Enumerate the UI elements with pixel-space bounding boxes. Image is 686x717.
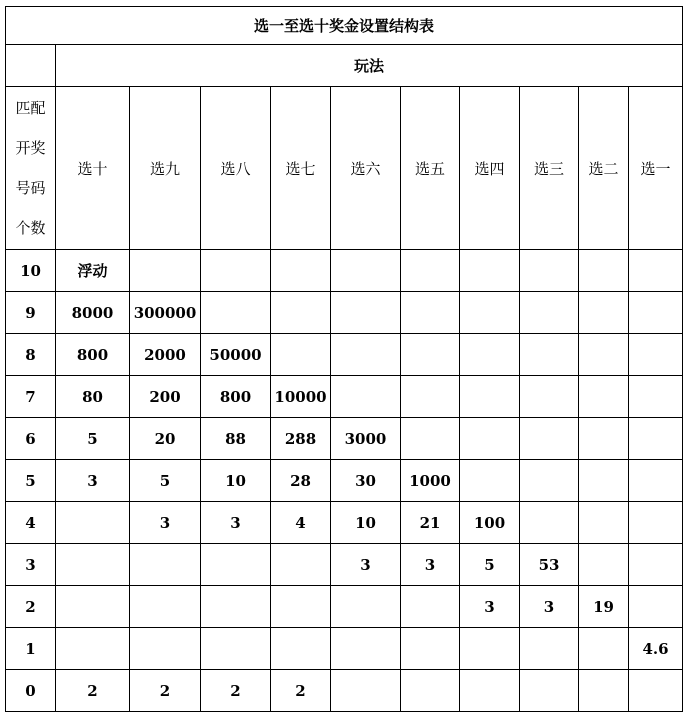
- prize-cell: [331, 670, 401, 712]
- prize-cell: [579, 292, 629, 334]
- prize-cell: 2: [201, 670, 271, 712]
- match-header-line: 个数: [15, 219, 46, 237]
- prize-cell: [401, 334, 460, 376]
- match-count-cell: 1: [6, 628, 56, 670]
- table-row: [6, 292, 683, 334]
- prize-cell: [401, 628, 460, 670]
- match-count-cell: 3: [6, 544, 56, 586]
- column-header: 选七: [271, 87, 331, 250]
- prize-cell: [56, 628, 130, 670]
- prize-cell: [271, 334, 331, 376]
- prize-cell: [629, 334, 683, 376]
- column-header: 选三: [520, 87, 579, 250]
- table-row: [6, 418, 683, 460]
- prize-cell: [331, 334, 401, 376]
- prize-cell: [629, 250, 683, 292]
- match-count-cell: 6: [6, 418, 56, 460]
- column-header: 选六: [331, 87, 401, 250]
- prize-cell: [629, 376, 683, 418]
- prize-cell: [331, 628, 401, 670]
- prize-cell: [520, 670, 579, 712]
- prize-cell: 53: [520, 544, 579, 586]
- prize-cell: 3: [201, 502, 271, 544]
- prize-cell: 5: [460, 544, 520, 586]
- prize-cell: 288: [271, 418, 331, 460]
- prize-cell: 50000: [201, 334, 271, 376]
- prize-cell: 4.6: [629, 628, 683, 670]
- match-header-line: 开奖: [15, 139, 46, 157]
- prize-cell: [520, 460, 579, 502]
- column-header: 选四: [460, 87, 520, 250]
- prize-cell: [460, 376, 520, 418]
- prize-cell: [629, 544, 683, 586]
- prize-cell: 30: [331, 460, 401, 502]
- prize-cell: [331, 292, 401, 334]
- prize-cell: [579, 334, 629, 376]
- prize-cell: [520, 334, 579, 376]
- match-count-cell: 7: [6, 376, 56, 418]
- table-row: [6, 670, 683, 712]
- prize-cell: [460, 334, 520, 376]
- prize-cell: [271, 250, 331, 292]
- prize-cell: 2: [56, 670, 130, 712]
- prize-cell: [331, 586, 401, 628]
- prize-cell: [520, 376, 579, 418]
- prize-cell: [201, 586, 271, 628]
- table-row: [6, 334, 683, 376]
- prize-cell: [579, 460, 629, 502]
- match-count-cell: 9: [6, 292, 56, 334]
- prize-cell: [460, 292, 520, 334]
- prize-cell: [579, 502, 629, 544]
- prize-cell: 28: [271, 460, 331, 502]
- prize-cell: 800: [56, 334, 130, 376]
- prize-cell: 88: [201, 418, 271, 460]
- column-header: 选八: [201, 87, 271, 250]
- prize-cell: [401, 418, 460, 460]
- prize-cell: 1000: [401, 460, 460, 502]
- prize-cell: 2: [271, 670, 331, 712]
- prize-cell: 800: [201, 376, 271, 418]
- corner-cell: [6, 45, 56, 87]
- prize-cell: [629, 292, 683, 334]
- prize-cell: 300000: [130, 292, 201, 334]
- match-count-cell: 2: [6, 586, 56, 628]
- prize-cell: 2: [130, 670, 201, 712]
- prize-cell: 20: [130, 418, 201, 460]
- prize-cell: [579, 544, 629, 586]
- table-row: [6, 460, 683, 502]
- prize-cell: 5: [130, 460, 201, 502]
- prize-cell: [520, 292, 579, 334]
- prize-cell: [460, 418, 520, 460]
- prize-cell: [271, 292, 331, 334]
- table-body: [6, 250, 683, 712]
- match-count-cell: 0: [6, 670, 56, 712]
- prize-cell: [401, 670, 460, 712]
- prize-cell: [201, 292, 271, 334]
- prize-cell: [460, 628, 520, 670]
- prize-cell: [56, 586, 130, 628]
- prize-cell: [331, 250, 401, 292]
- match-count-cell: 10: [6, 250, 56, 292]
- prize-cell: 100: [460, 502, 520, 544]
- prize-cell: 3: [520, 586, 579, 628]
- table-row: [6, 250, 683, 292]
- column-header: 选十: [56, 87, 130, 250]
- match-count-cell: 8: [6, 334, 56, 376]
- prize-cell: 2000: [130, 334, 201, 376]
- column-header-row: [6, 87, 683, 250]
- prize-cell: [629, 586, 683, 628]
- prize-cell: 5: [56, 418, 130, 460]
- prize-cell: 200: [130, 376, 201, 418]
- prize-cell: [579, 376, 629, 418]
- prize-cell: [460, 460, 520, 502]
- prize-cell: [56, 544, 130, 586]
- table-title: 选一至选十奖金设置结构表: [6, 7, 683, 45]
- prize-cell: [629, 502, 683, 544]
- play-type-header: 玩法: [56, 45, 683, 87]
- prize-cell: [460, 250, 520, 292]
- prize-cell: [130, 586, 201, 628]
- match-count-cell: 5: [6, 460, 56, 502]
- match-header-line: 号码: [15, 179, 46, 197]
- column-header: 选九: [130, 87, 201, 250]
- prize-cell: 3: [130, 502, 201, 544]
- prize-cell: 10: [331, 502, 401, 544]
- prize-cell: [201, 544, 271, 586]
- column-header: 选二: [579, 87, 629, 250]
- prize-cell: 浮动: [56, 250, 130, 292]
- prize-cell: 4: [271, 502, 331, 544]
- prize-cell: [271, 628, 331, 670]
- table-row: [6, 586, 683, 628]
- prize-cell: [401, 292, 460, 334]
- prize-cell: [401, 376, 460, 418]
- table-row: [6, 628, 683, 670]
- prize-cell: [201, 250, 271, 292]
- prize-cell: [56, 502, 130, 544]
- table-row: [6, 376, 683, 418]
- prize-cell: [579, 670, 629, 712]
- prize-cell: [520, 418, 579, 460]
- prize-cell: [331, 376, 401, 418]
- prize-cell: 8000: [56, 292, 130, 334]
- prize-cell: [579, 250, 629, 292]
- prize-cell: 21: [401, 502, 460, 544]
- column-header: 选一: [629, 87, 683, 250]
- prize-cell: 10000: [271, 376, 331, 418]
- prize-cell: [520, 502, 579, 544]
- prize-cell: [130, 544, 201, 586]
- prize-cell: [460, 670, 520, 712]
- prize-cell: [201, 628, 271, 670]
- prize-cell: [130, 628, 201, 670]
- prize-cell: [401, 250, 460, 292]
- table-row: [6, 544, 683, 586]
- prize-cell: [579, 418, 629, 460]
- prize-cell: 3: [401, 544, 460, 586]
- prize-cell: [401, 586, 460, 628]
- prize-cell: 3: [331, 544, 401, 586]
- match-count-header: [6, 87, 56, 250]
- prize-cell: 19: [579, 586, 629, 628]
- prize-cell: 10: [201, 460, 271, 502]
- prize-cell: 3: [56, 460, 130, 502]
- prize-cell: [520, 628, 579, 670]
- prize-cell: [629, 670, 683, 712]
- prize-cell: [629, 460, 683, 502]
- prize-structure-table: [5, 6, 683, 712]
- match-header-line: 匹配: [15, 99, 46, 117]
- column-header: 选五: [401, 87, 460, 250]
- prize-cell: [271, 586, 331, 628]
- prize-cell: 3: [460, 586, 520, 628]
- prize-cell: [579, 628, 629, 670]
- prize-cell: [271, 544, 331, 586]
- prize-cell: [520, 250, 579, 292]
- prize-cell: [629, 418, 683, 460]
- match-count-cell: 4: [6, 502, 56, 544]
- table-row: [6, 502, 683, 544]
- prize-cell: 80: [56, 376, 130, 418]
- prize-cell: [130, 250, 201, 292]
- prize-cell: 3000: [331, 418, 401, 460]
